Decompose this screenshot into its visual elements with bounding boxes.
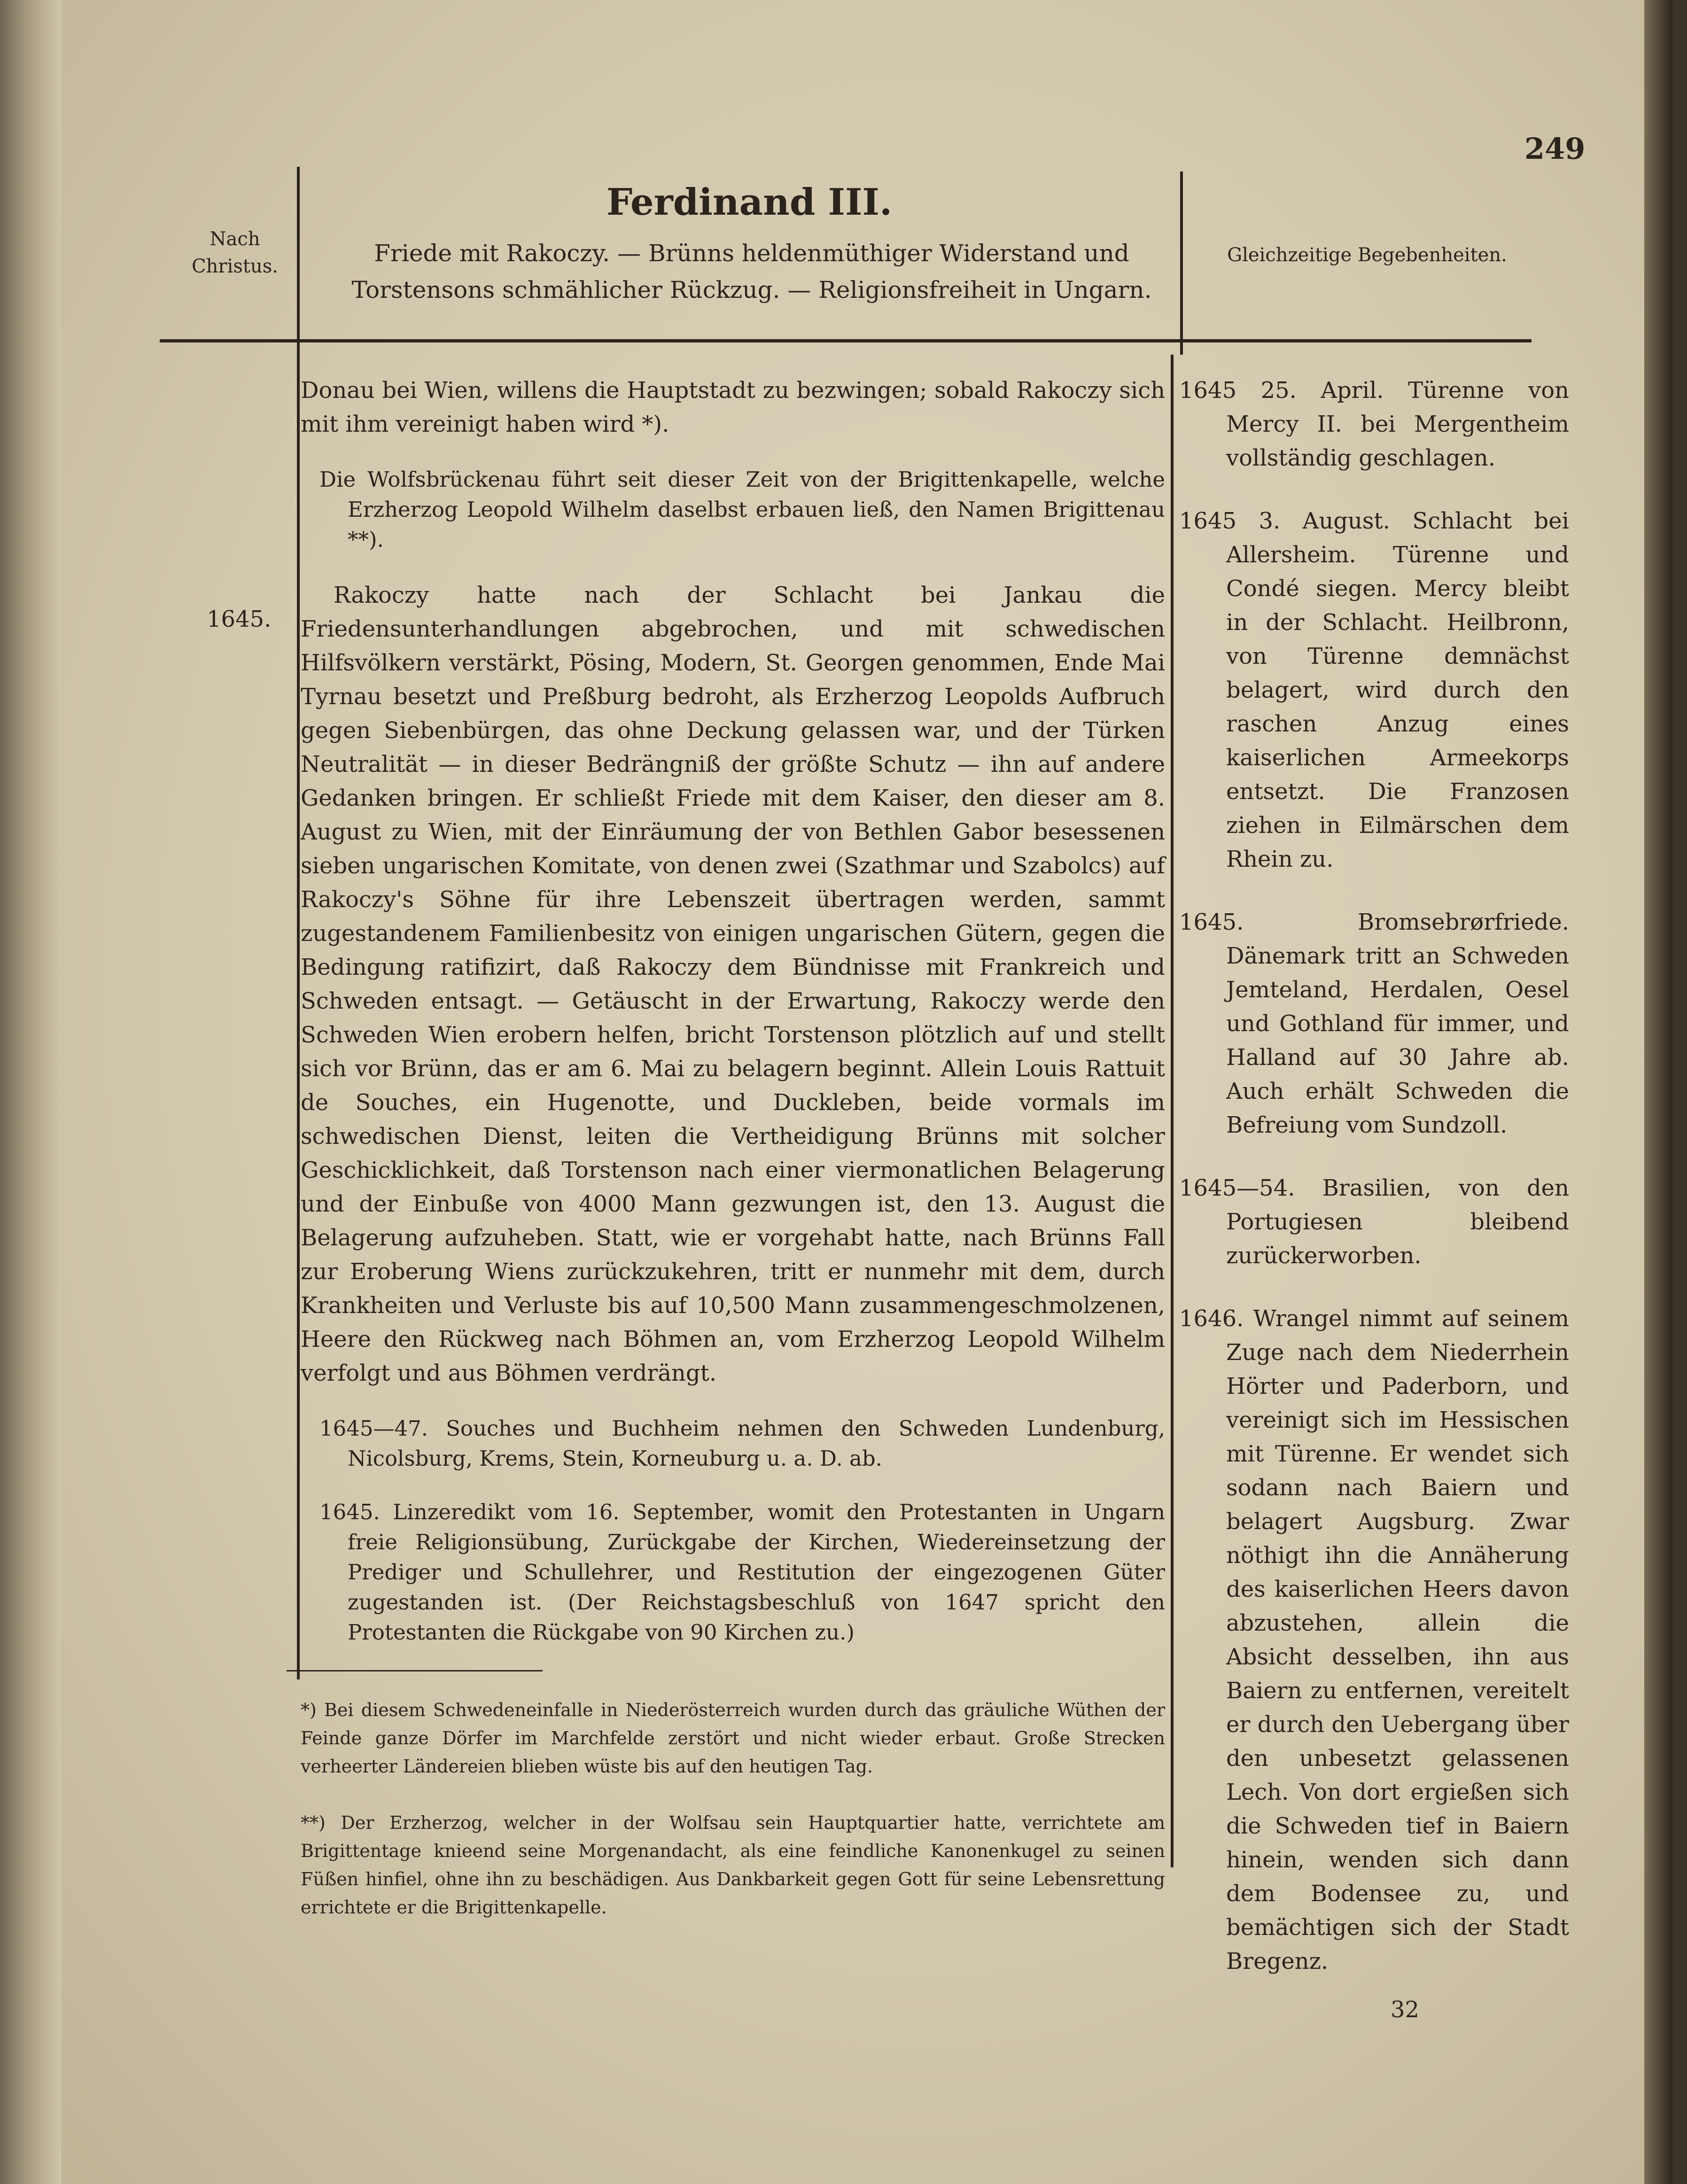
page-number: 249 [1524,132,1586,166]
main-paragraph-3: Rakoczy hatte nach der Schlacht bei Jankau die Friedensunterhandlungen abgebrochen, und mit schwedischen Hilfsvölkern verstärkt, Pösing, Modern, St. Georgen genommen, Ende Mai Tyrnau besetzt und Preßburg bedroht, als Erzherzog Leopolds Aufbruch gegen Siebenbürgen, das ohne Deckung gelassen war, und der Türken Neutralität — in dieser Bedrängniß der größte Schutz — ihn auf andere Gedanken bringen. Er schließt Friede mit dem Kaiser, den dieser am 8. August zu Wien, mit der Einräumung der von Bethlen Gabor besessenen sieben ungarischen Komitate, von denen zwei (Szathmar und Szabolcs) auf Rakoczy's Söhne für ihre Lebenszeit übertragen werden, sammt zugestandenem Familienbesitz von einigen ungarischen Gütern, gegen die Bedingung ratifizirt, daß Rakoczy dem Bündnisse mit Frankreich und Schweden entsagt. — Getäuscht in der Erwartung, Rakoczy werde den Schweden Wien erobern helfen, bricht Torstenson plötzlich auf und stellt sich vor Brünn, das er am 6. Mai zu belagern beginnt. Allein Louis Rattuit de Souches, ein Hugenotte, und Duckleben, beide vormals im schwedischen Dienst, leiten die Vertheidigung Brünns mit solcher Geschicklichkeit, daß Torstenson nach einer viermonatlichen Belagerung und der Einbuße von 4000 Mann gezwungen ist, den 13. August die Belagerung aufzuheben. Statt, wie er vorgehabt hatte, nach Brünns Fall zur Eroberung Wiens zurückzukehren, tritt er nunmehr mit dem, durch Krankheiten und Verluste bis auf 10,500 Mann zusammengeschmolzenen, Heere den Rückweg nach Böhmen an, vom Erzherzog Leopold Wilhelm verfolgt und aus Böhmen verdrängt. [301,582,1165,1386]
column-rule-right [1171,355,1174,1867]
column-rule-right-header [1180,171,1183,355]
column-label-year: Nach Christus. [192,228,278,277]
main-column [301,373,1165,1671]
page-edge [1644,0,1672,2184]
main-paragraph-2: Die Wolfsbrückenau führt seit dieser Zeit von der Brigittenkapelle, welche Erzherzog Leopold Wilhelm daselbst erbauen ließ, den Namen Brigittenau **). [319,467,1165,552]
header-rule [160,339,1532,342]
footnote-rule [287,1670,543,1671]
event-entry: 1645 3. August. Schlacht bei Allersheim. Türenne und Condé siegen. Mercy bleibt in der Schlacht. Heilbronn, von Türenne demnächst belagert, wird durch den raschen Anzug eines kaiserlichen Armeekorps entsetzt. Die Franzosen ziehen in Eilmärschen dem Rhein zu. [1179,508,1569,872]
main-paragraph-1: Donau bei Wien, willens die Hauptstadt zu bezwingen; sobald Rakoczy sich mit ihm vereinigt haben wird *). [301,377,1165,437]
event-entry: 1645—54. Brasilien, von den Portugiesen bleibend zurückerworben. [1179,1175,1569,1269]
page-title: Ferdinand III. [606,181,893,224]
events-column [1179,373,1569,2007]
page-subtitle: Friede mit Rakoczy. — Brünns heldenmüthiger Widerstand und Torstensons schmählicher Rückzug. — Religionsfreiheit in Ungarn. [351,240,1152,303]
footnote-1: *) Bei diesem Schwedeneinfalle in Niederösterreich wurden durch das gräuliche Wüthen der Feinde ganze Dörfer im Marchfelde zerstört und nicht wieder erbaut. Große Strecken verheerter Ländereien blieben wüste bis auf den heutigen Tag. [301,1700,1165,1777]
main-paragraph-4: 1645—47. Souches und Buchheim nehmen den Schweden Lundenburg, Nicolsburg, Krems, Stein, Korneuburg u. a. D. ab. [319,1416,1165,1471]
column-label-events: Gleichzeitige Begebenheiten. [1227,244,1507,266]
footnote-2: **) Der Erzherzog, welcher in der Wolfsau sein Hauptquartier hatte, verrichtete am Brigittentage knieend seine Morgenandacht, als eine feindliche Kanonenkugel zu seinen Füßen hinfiel, ohne ihn zu beschädigen. Aus Dankbarkeit gegen Gott für seine Lebensrettung errichtete er die Brigittenkapelle. [301,1812,1165,1918]
event-entry: 1646. Wrangel nimmt auf seinem Zuge nach dem Niederrhein Hörter und Paderborn, und vereinigt sich im Hessischen mit Türenne. Er wendet sich sodann nach Baiern und belagert Augsburg. Zwar nöthigt ihn die Annäherung des kaiserlichen Heers davon abzustehen, allein die Absicht desselben, ihn aus Baiern zu entfernen, vereitelt er durch den Uebergang über den unbesetzt gelassenen Lech. Von dort ergießen sich die Schweden tief in Baiern hinein, wenden sich dann dem Bodensee zu, und bemächtigen sich der Stadt Bregenz. [1179,1306,1569,1974]
event-entry: 1645 25. April. Türenne von Mercy II. bei Mergentheim vollständig geschlagen. [1179,377,1569,471]
main-paragraph-5: 1645. Linzeredikt vom 16. September, womit den Protestanten in Ungarn freie Religionsübung, Zurückgabe der Kirchen, Wiedereinsetzung der Prediger und Schullehrer, und Restitution der eingezogenen Güter zugestanden ist. (Der Reichstagsbeschluß von 1647 spricht den Protestanten die Rückgabe von 90 Kirchen zu.) [319,1500,1165,1645]
margin-year: 1645. [207,606,272,632]
column-rule-left [297,167,300,1679]
signature-mark: 32 [1391,1997,1420,2023]
page-binding [0,0,61,2184]
event-entry: 1645. Bromsebrørfriede. Dänemark tritt an Schweden Jemteland, Herdalen, Oesel und Gothland für immer, und Halland auf 30 Jahre ab. Auch erhält Schweden die Befreiung vom Sundzoll. [1179,909,1569,1138]
footnotes [301,1696,1165,1950]
